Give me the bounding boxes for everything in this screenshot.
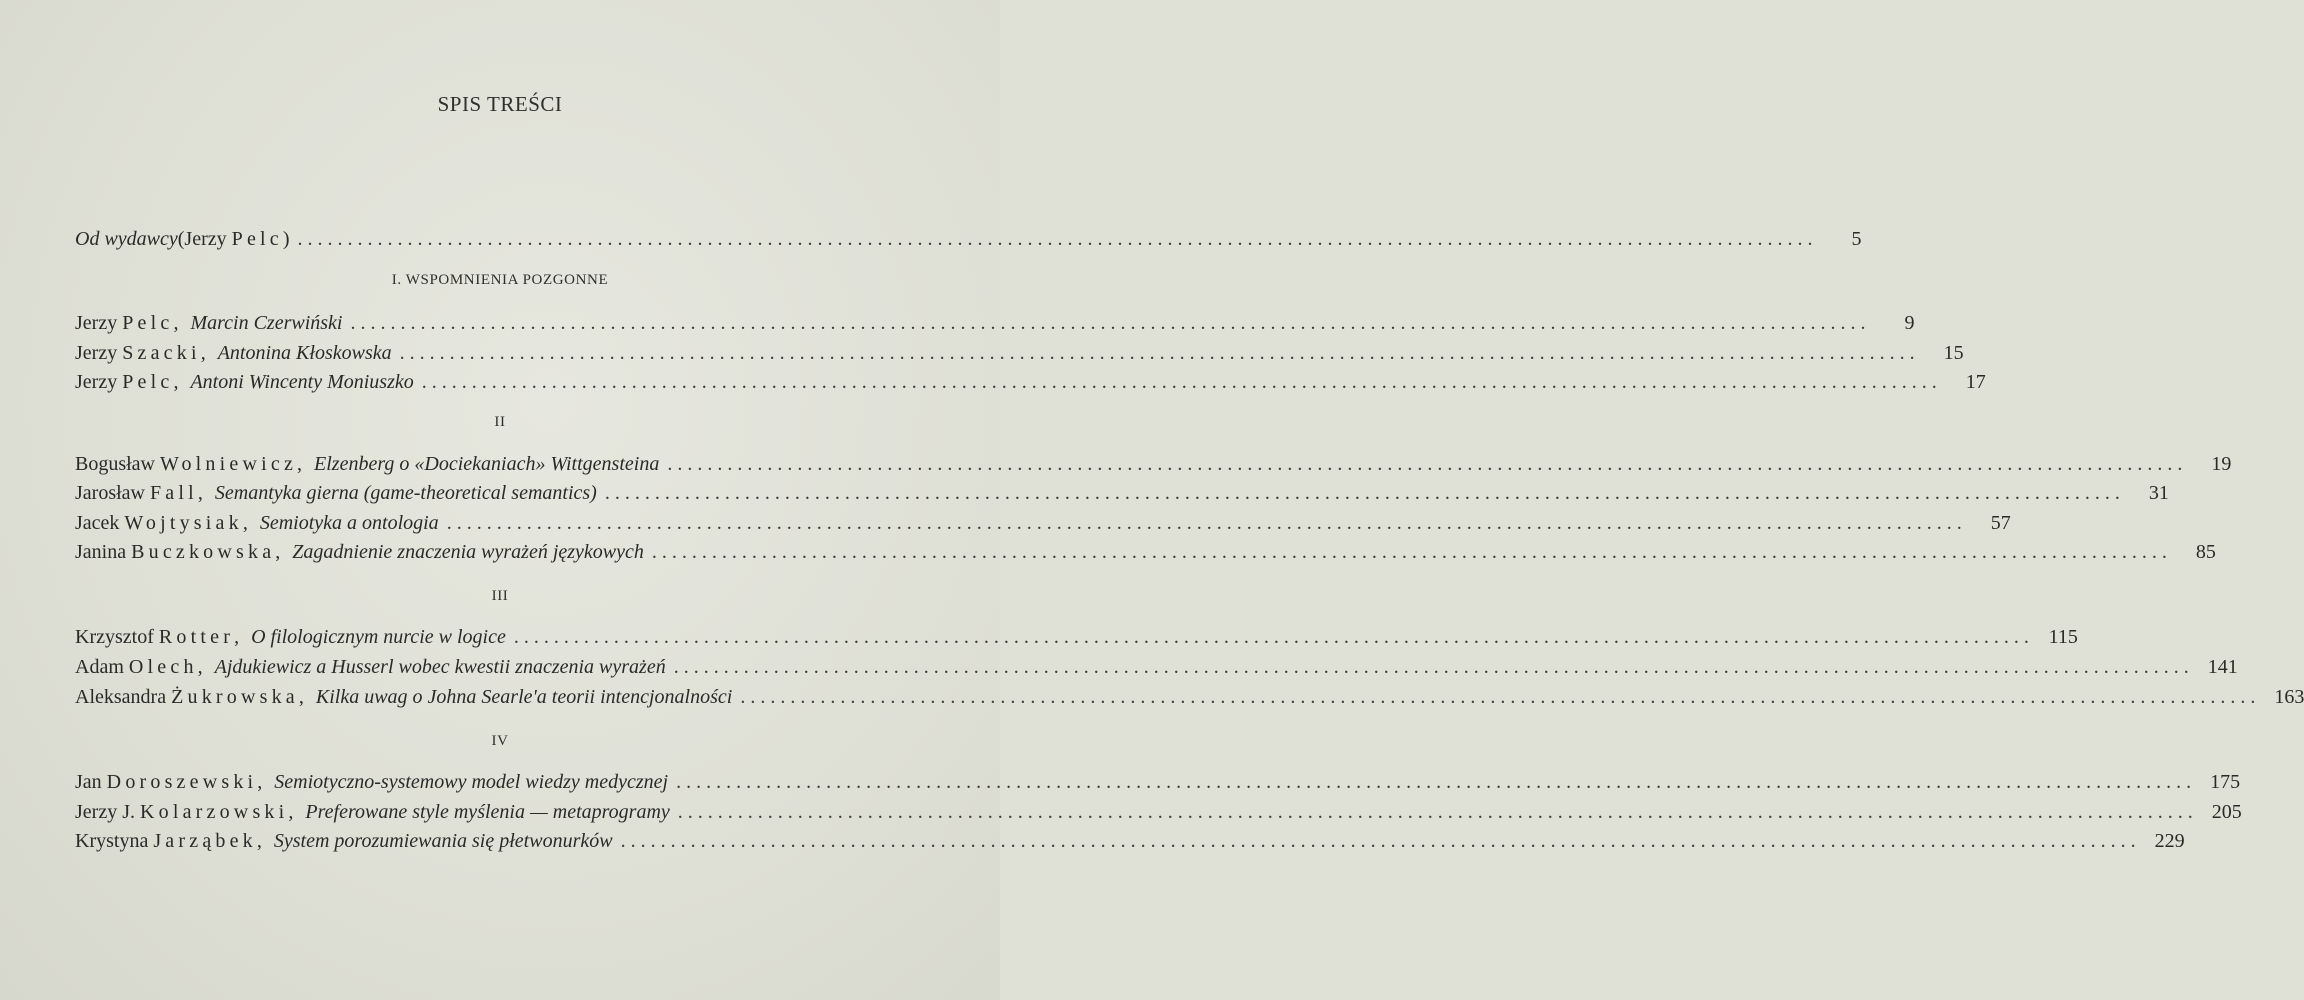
toc-entry xyxy=(75,830,2185,860)
comma-separator: , xyxy=(288,801,294,823)
author-first-name: Jarosław xyxy=(75,482,150,504)
entry-author xyxy=(75,512,243,535)
entry-author xyxy=(75,482,198,505)
toc-entry xyxy=(75,371,1986,401)
entry-page-number: 141 xyxy=(2207,656,2238,678)
comma-separator: , xyxy=(197,482,203,504)
dot-leader: ........................................................................................................................................................ xyxy=(297,228,1818,250)
author-first-name: Jerzy xyxy=(75,312,123,334)
author-last-name: Olech xyxy=(128,656,198,678)
dot-leader: ........................................................................................................................................................ xyxy=(740,686,2261,708)
author-last-name: Pelc xyxy=(122,312,174,334)
toc-entry xyxy=(75,801,2242,831)
dot-leader: ........................................................................................................................................................ xyxy=(620,830,2141,852)
dot-leader: ........................................................................................................................................................ xyxy=(421,371,1942,393)
author-first-name: Adam xyxy=(75,656,129,678)
dot-leader: ........................................................................................................................................................ xyxy=(513,626,2034,648)
dot-leader: ........................................................................................................................................................ xyxy=(667,453,2188,475)
toc-entry xyxy=(75,541,2216,571)
editor-close: ) xyxy=(282,228,290,250)
dot-leader: ........................................................................................................................................................ xyxy=(604,482,2125,504)
author-last-name: Żukrowska xyxy=(171,686,299,708)
author-last-name: Wojtysiak xyxy=(124,512,243,534)
toc-entry xyxy=(75,656,2238,686)
entry-work: Marcin Czerwiński xyxy=(190,312,343,334)
comma-separator: , xyxy=(257,771,263,793)
entry-work: Antonina Kłoskowska xyxy=(217,342,392,364)
author-first-name: Jan xyxy=(75,771,107,793)
author-last-name: Pelc xyxy=(122,371,174,393)
comma-separator: , xyxy=(173,312,179,334)
entry-work: Preferowane style myślenia — metaprogramy xyxy=(305,801,670,823)
dot-leader: ........................................................................................................................................................ xyxy=(399,342,1920,364)
author-last-name: Jarząbek xyxy=(153,830,257,852)
author-last-name: Buczkowska xyxy=(131,541,276,563)
entry-author xyxy=(75,656,198,679)
entry-page-number: 31 xyxy=(2148,482,2169,504)
comma-separator: , xyxy=(298,686,304,708)
section-heading: IV xyxy=(491,733,509,749)
section-heading: III xyxy=(491,588,509,604)
entry-page-number: 85 xyxy=(2195,541,2216,563)
author-last-name: Szacki xyxy=(122,342,201,364)
toc-entry xyxy=(75,512,2011,542)
entry-page-number: 163 xyxy=(2274,686,2304,708)
author-first-name: Janina xyxy=(75,541,132,563)
entry-author xyxy=(75,626,234,649)
author-first-name: Jerzy xyxy=(75,342,123,364)
editor-open: (Jerzy xyxy=(177,228,232,250)
comma-separator: , xyxy=(242,512,248,534)
entry-work: Semantyka gierna (game-theoretical semantics) xyxy=(214,482,597,504)
author-first-name: Bogusław xyxy=(75,453,160,475)
author-first-name: Krzysztof xyxy=(75,626,159,648)
entry-work: Ajdukiewicz a Husserl wobec kwestii znaczenia wyrażeń xyxy=(214,656,666,678)
entry-author xyxy=(75,771,257,794)
dot-leader: ........................................................................................................................................................ xyxy=(651,541,2172,563)
author-last-name: Kolarzowski xyxy=(139,801,289,823)
entry-editor xyxy=(178,228,290,251)
entry-author xyxy=(75,453,297,476)
toc-entry xyxy=(75,686,2304,716)
comma-separator: , xyxy=(297,453,303,475)
comma-separator: , xyxy=(200,342,206,364)
toc-entry xyxy=(75,771,2241,801)
entry-work: O filologicznym nurcie w logice xyxy=(251,626,506,648)
toc-entry xyxy=(75,453,2232,483)
entry-work: Od wydawcy xyxy=(75,228,178,250)
toc-entry xyxy=(75,482,2169,512)
entry-page-number: 205 xyxy=(2211,801,2242,823)
entry-work: Kilka uwag o Johna Searle'a teorii intencjonalności xyxy=(315,686,733,708)
toc-entry-preface xyxy=(75,228,1862,258)
entry-work: Semiotyka a ontologia xyxy=(259,512,439,534)
section-heading: I. WSPOMNIENIA POZGONNE xyxy=(391,272,609,288)
comma-separator: , xyxy=(234,626,240,648)
section-heading: II xyxy=(494,414,506,430)
dot-leader: ........................................................................................................................................................ xyxy=(673,656,2194,678)
toc-entry xyxy=(75,312,1915,342)
entry-author xyxy=(75,801,288,824)
entry-author xyxy=(75,312,173,335)
entry-page-number: 17 xyxy=(1965,371,1986,393)
dot-leader: ........................................................................................................................................................ xyxy=(446,512,1967,534)
entry-author xyxy=(75,686,299,709)
entry-page-number: 19 xyxy=(2211,453,2232,475)
entry-page-number: 229 xyxy=(2154,830,2185,852)
comma-separator: , xyxy=(275,541,281,563)
page-title: SPIS TREŚCI xyxy=(437,92,563,116)
entry-page-number: 175 xyxy=(2210,771,2241,793)
author-first-name: Jerzy xyxy=(75,371,123,393)
dot-leader: ........................................................................................................................................................ xyxy=(677,801,2198,823)
author-last-name: Doroszewski xyxy=(106,771,258,793)
entry-author xyxy=(75,541,275,564)
author-last-name: Fall xyxy=(149,482,198,504)
entry-page-number: 57 xyxy=(1990,512,2011,534)
entry-work: Semiotyczno-systemowy model wiedzy medycznej xyxy=(274,771,669,793)
author-last-name: Wolniewicz xyxy=(160,453,298,475)
toc-entry xyxy=(75,342,1964,372)
entry-page-number: 15 xyxy=(1943,342,1964,364)
entry-page-number: 9 xyxy=(1904,312,1915,334)
entry-work: Zagadnienie znaczenia wyrażeń językowych xyxy=(292,541,644,563)
author-last-name: Rotter xyxy=(158,626,235,648)
entry-page-number: 5 xyxy=(1851,228,1862,250)
entry-author xyxy=(75,830,257,853)
comma-separator: , xyxy=(256,830,262,852)
dot-leader: ........................................................................................................................................................ xyxy=(350,312,1871,334)
entry-work: Antoni Wincenty Moniuszko xyxy=(190,371,414,393)
dot-leader: ........................................................................................................................................................ xyxy=(676,771,2197,793)
comma-separator: , xyxy=(197,656,203,678)
entry-author xyxy=(75,371,173,394)
entry-work: System porozumiewania się płetwonurków xyxy=(273,830,613,852)
author-first-name: Jerzy J. xyxy=(75,801,140,823)
author-first-name: Aleksandra xyxy=(75,686,172,708)
author-first-name: Jacek xyxy=(75,512,125,534)
entry-work: Elzenberg o «Dociekaniach» Wittgensteina xyxy=(314,453,660,475)
entry-author xyxy=(75,342,201,365)
comma-separator: , xyxy=(173,371,179,393)
editor-last-name: Pelc xyxy=(231,228,283,250)
toc-entry xyxy=(75,626,2078,656)
entry-page-number: 115 xyxy=(2048,626,2078,648)
author-first-name: Krystyna xyxy=(75,830,154,852)
